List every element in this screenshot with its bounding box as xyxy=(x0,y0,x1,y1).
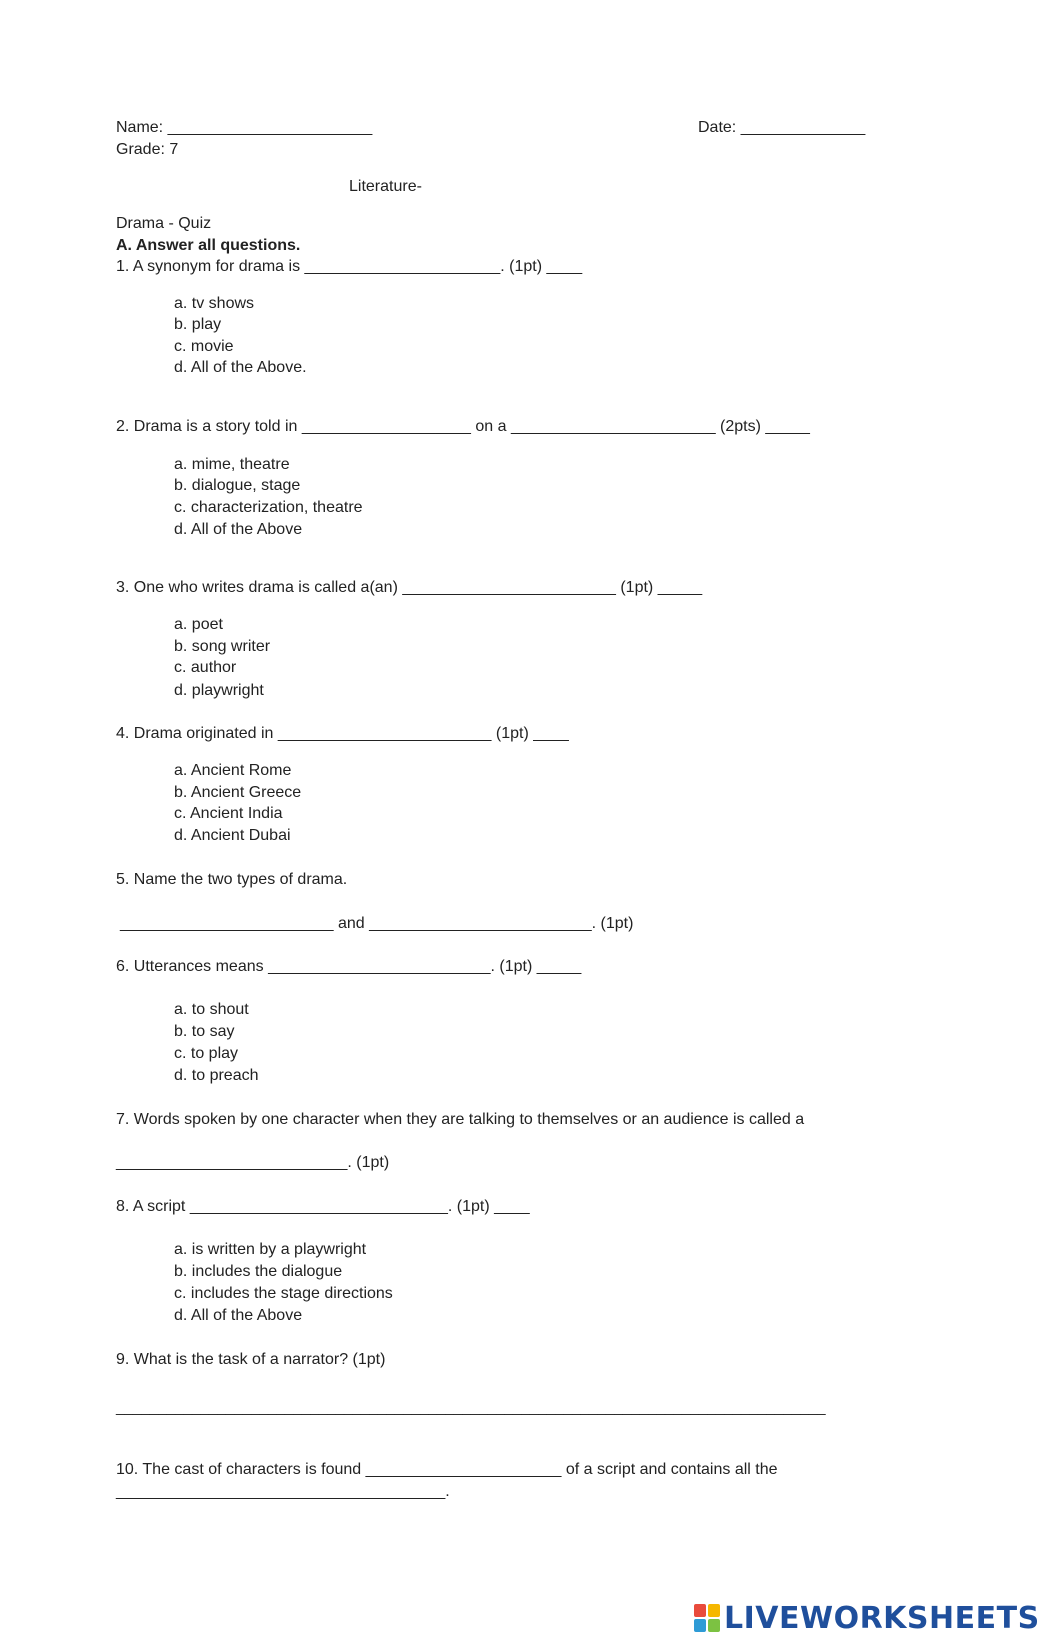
q3-option-c: c. author xyxy=(174,659,237,676)
q8-option-a: a. is written by a playwright xyxy=(174,1241,367,1258)
q6-option-c: c. to play xyxy=(174,1045,239,1062)
logo-text: LIVEWORKSHEETS xyxy=(724,1600,1040,1636)
page-title: Literature- xyxy=(349,178,422,195)
logo-square-yellow xyxy=(708,1604,720,1617)
question-4: 4. Drama originated in ________________________ (1pt) ____ xyxy=(116,725,569,742)
q2-option-b: b. dialogue, stage xyxy=(174,477,301,494)
q8-option-d: d. All of the Above xyxy=(174,1307,303,1324)
q1-option-d: d. All of the Above. xyxy=(174,359,307,376)
q4-option-d: d. Ancient Dubai xyxy=(174,827,291,844)
q2-option-c: c. characterization, theatre xyxy=(174,499,363,516)
q3-option-b: b. song writer xyxy=(174,638,271,655)
q2-option-d: d. All of the Above xyxy=(174,521,303,538)
question-2: 2. Drama is a story told in ___________________ on a _______________________ (2pts) _____ xyxy=(116,418,810,435)
name-field: Name: _______________________ xyxy=(116,119,373,136)
question-10: 10. The cast of characters is found ______________________ of a script and contains all the xyxy=(116,1461,778,1478)
q3-option-a: a. poet xyxy=(174,616,223,633)
liveworksheets-logo xyxy=(694,1600,1040,1636)
q8-option-b: b. includes the dialogue xyxy=(174,1263,343,1280)
grade-label: Grade: 7 xyxy=(116,141,179,158)
liveworksheets-icon xyxy=(694,1604,720,1632)
question-8: 8. A script _____________________________. (1pt) ____ xyxy=(116,1198,530,1215)
question-3: 3. One who writes drama is called a(an) ________________________ (1pt) _____ xyxy=(116,579,703,596)
q6-option-d: d. to preach xyxy=(174,1067,259,1084)
q1-option-c: c. movie xyxy=(174,338,234,355)
question-7: 7. Words spoken by one character when they are talking to themselves or an audience is called a xyxy=(116,1111,805,1128)
q6-option-a: a. to shout xyxy=(174,1001,249,1018)
logo-square-blue xyxy=(694,1619,706,1632)
logo-square-red xyxy=(694,1604,706,1617)
question-6: 6. Utterances means _________________________. (1pt) _____ xyxy=(116,958,582,975)
instructions: A. Answer all questions. xyxy=(116,237,301,254)
question-1: 1. A synonym for drama is ______________________. (1pt) ____ xyxy=(116,258,583,275)
q8-option-c: c. includes the stage directions xyxy=(174,1285,393,1302)
q3-option-d: d. playwright xyxy=(174,682,264,699)
q10-answer-line: _____________________________________. xyxy=(116,1483,450,1500)
question-9: 9. What is the task of a narrator? (1pt) xyxy=(116,1351,386,1368)
q5-answer-line: ________________________ and _________________________. (1pt) xyxy=(120,915,634,932)
q6-option-b: b. to say xyxy=(174,1023,235,1040)
page-subtitle: Drama - Quiz xyxy=(116,215,212,232)
q4-option-b: b. Ancient Greece xyxy=(174,784,302,801)
q4-option-a: a. Ancient Rome xyxy=(174,762,292,779)
q1-option-b: b. play xyxy=(174,316,222,333)
q1-option-a: a. tv shows xyxy=(174,295,255,312)
q2-option-a: a. mime, theatre xyxy=(174,456,290,473)
q4-option-c: c. Ancient India xyxy=(174,805,283,822)
logo-square-green xyxy=(708,1619,720,1632)
question-5: 5. Name the two types of drama. xyxy=(116,871,348,888)
date-field: Date: ______________ xyxy=(698,119,866,136)
q9-answer-line: ____________________________________________________________________________________ xyxy=(116,1399,826,1416)
q7-answer-line: __________________________. (1pt) xyxy=(116,1154,390,1171)
